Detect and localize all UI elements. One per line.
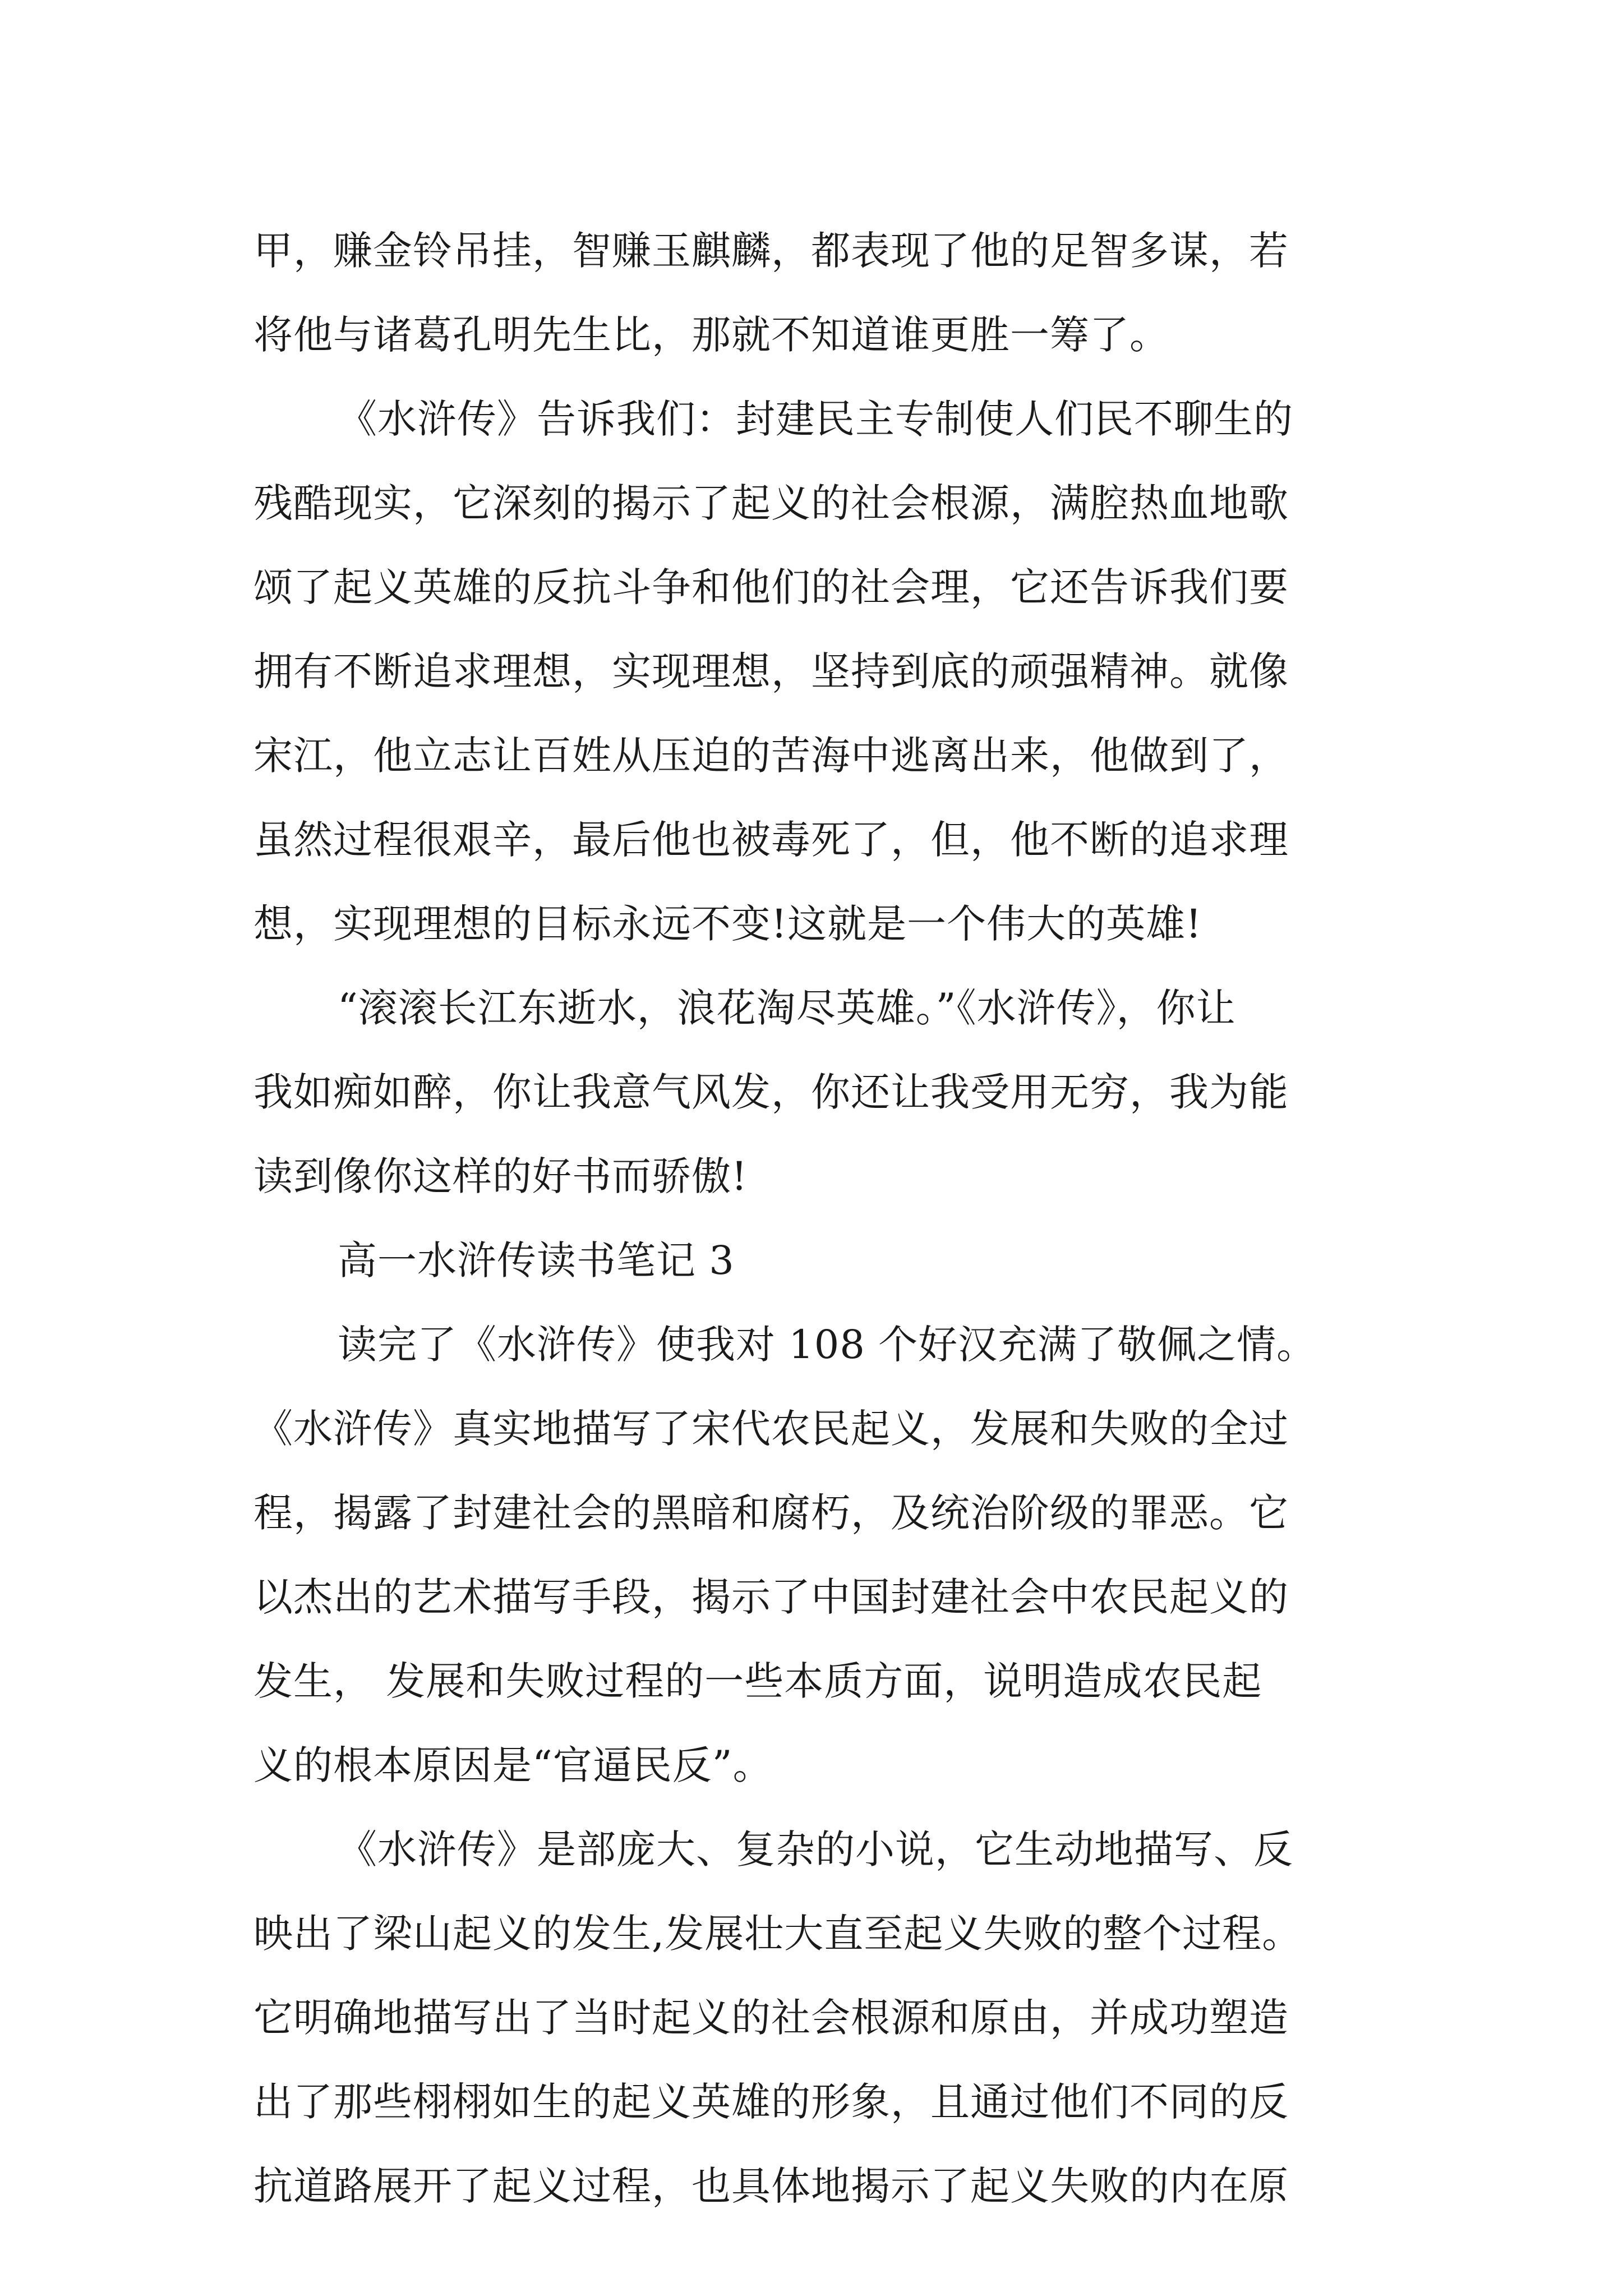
text-line: 《水浒传》真实地描写了宋代农民起义，发展和失败的全过 xyxy=(253,1406,1289,1452)
text-line: 残酷现实，它深刻的揭示了起义的社会根源，满腔热血地歌 xyxy=(253,480,1289,526)
text-line: 甲，赚金铃吊挂，智赚玉麒麟，都表现了他的足智多谋，若 xyxy=(253,228,1289,274)
text-line: 以杰出的艺术描写手段，揭示了中国封建社会中农民起义的 xyxy=(253,1574,1289,1620)
paragraph-start-line: 读完了《水浒传》使我对 108 个好汉充满了敬佩之情。 xyxy=(338,1322,1317,1368)
text-line: 宋江，他立志让百姓从压迫的苦海中逃离出来，他做到了， xyxy=(253,733,1289,779)
text-line: 拥有不断追求理想，实现理想，坚持到底的顽强精神。就像 xyxy=(253,648,1289,694)
text-line: 它明确地描写出了当时起义的社会根源和原由，并成功塑造 xyxy=(253,1995,1289,2041)
text-line: 出了那些栩栩如生的起义英雄的形象，且通过他们不同的反 xyxy=(253,2079,1289,2125)
paragraph-start-line: 《水浒传》是部庞大、复杂的小说，它生动地描写、反 xyxy=(338,1826,1293,1872)
text-line: 抗道路展开了起义过程，也具体地揭示了起义失败的内在原 xyxy=(253,2163,1289,2209)
text-line: 虽然过程很艰辛，最后他也被毒死了，但，他不断的追求理 xyxy=(253,817,1289,863)
paragraph-start-line: “滚滚长江东逝水，浪花淘尽英雄。”《水浒传》，你让 xyxy=(338,985,1236,1031)
text-line: 义的根本原因是“官逼民反”。 xyxy=(253,1742,773,1788)
text-line: 想，实现理想的目标永远不变!这就是一个伟大的英雄! xyxy=(253,901,1202,947)
body-text xyxy=(253,209,1386,2228)
text-line: 映出了梁山起义的发生,发展壮大直至起义失败的整个过程。 xyxy=(253,1911,1302,1957)
paragraph-start-line: 《水浒传》告诉我们：封建民主专制使人们民不聊生的 xyxy=(338,396,1293,442)
text-line: 颂了起义英雄的反抗斗争和他们的社会理，它还告诉我们要 xyxy=(253,564,1289,610)
text-line: 我如痴如醉，你让我意气风发，你还让我受用无穷，我为能 xyxy=(253,1069,1289,1115)
section-heading: 高一水浒传读书笔记 3 xyxy=(338,1237,735,1283)
text-line: 程，揭露了封建社会的黑暗和腐朽，及统治阶级的罪恶。它 xyxy=(253,1490,1289,1536)
text-line: 读到像你这样的好书而骄傲! xyxy=(253,1153,748,1199)
text-line: 发生， 发展和失败过程的一些本质方面，说明造成农民起 xyxy=(253,1658,1262,1704)
text-line: 将他与诸葛孔明先生比，那就不知道谁更胜一筹了。 xyxy=(253,312,1169,358)
